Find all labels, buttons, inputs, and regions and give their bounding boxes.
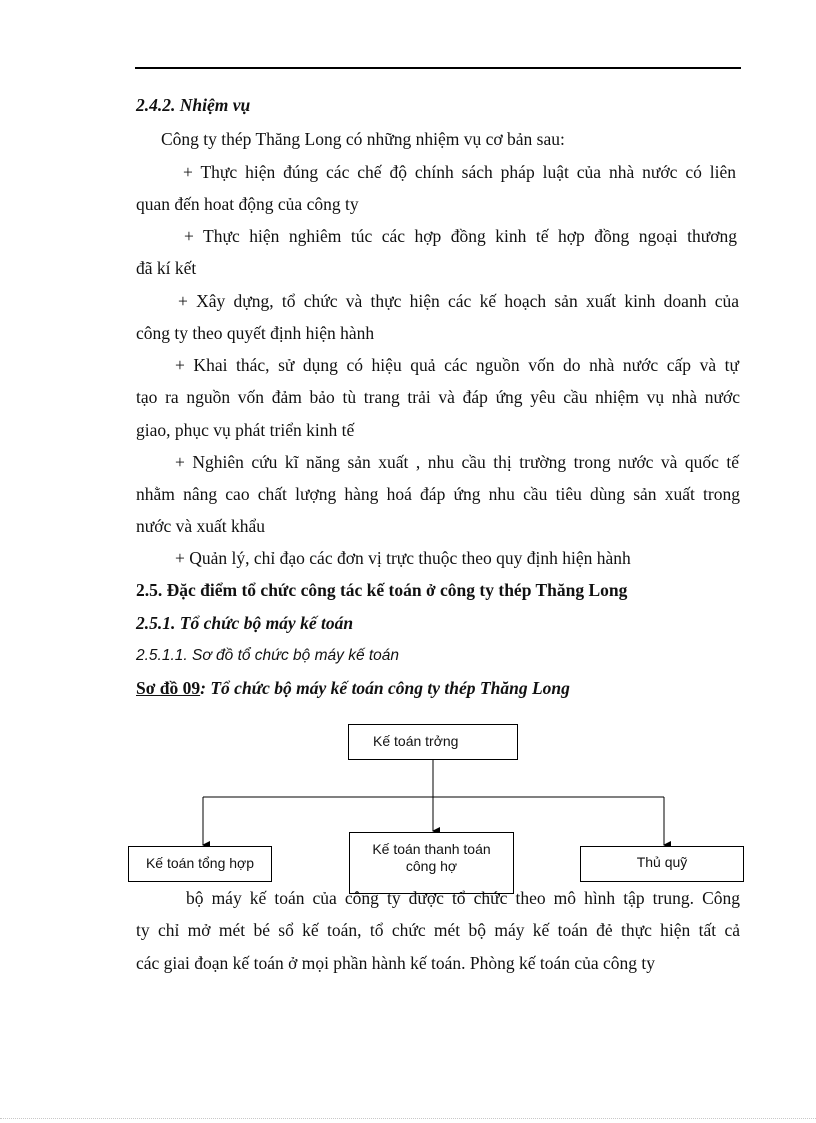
node-ke-toan-truong-label: Kế toán trởng — [373, 733, 459, 749]
duty-2-line-2: đã kí kết — [136, 258, 197, 278]
duty-1-line-1: + Thực hiện đúng các chế độ chính sách pháp luật của nhà nước có liên — [183, 162, 736, 182]
section-2-4-2-heading: 2.4.2. Nhiệm vụ — [136, 95, 251, 115]
duty-4-line-3: giao, phục vụ phát triển kinh tế — [136, 420, 355, 440]
section-2-5-1-heading: 2.5.1. Tổ chức bộ máy kế toán — [136, 613, 354, 633]
section-2-5-1-1-heading: 2.5.1.1. Sơ đồ tổ chức bộ máy kế toán — [136, 647, 400, 664]
duty-4-line-2: tạo ra nguồn vốn đảm bảo tù trang trải và đáp ứng yêu cầu nhiệm vụ nhà nước — [136, 387, 740, 407]
node-ke-toan-truong — [348, 724, 518, 760]
body-line-1: bộ máy kế toán của công ty được tổ chức theo mô hình tập trung. Công — [186, 888, 740, 908]
duty-4-line-1: + Khai thác, sử dụng có hiệu quả các nguồn vốn do nhà nước cấp và tự — [175, 355, 739, 375]
node-ke-toan-thanh-toan — [349, 832, 514, 894]
intro-paragraph: Công ty thép Thăng Long có những nhiệm vụ cơ bản sau: — [161, 129, 565, 149]
body-line-2: ty chỉ mở mét bé sổ kế toán, tổ chức mét bộ máy kế toán đẻ thực hiện tất cả — [136, 920, 740, 940]
node-thu-quy — [580, 846, 744, 882]
duty-5-line-1: + Nghiên cứu kĩ năng sản xuất , nhu cầu thị trường trong nước và quốc tế — [175, 452, 739, 472]
node-ke-toan-thanh-toan-line-2: công hợ — [405, 858, 458, 874]
duty-5-line-3: nước và xuất khẩu — [136, 516, 266, 536]
section-2-5-heading: 2.5. Đặc điểm tổ chức công tác kế toán ở công ty thép Thăng Long — [136, 580, 628, 600]
node-ke-toan-tong-hop — [128, 846, 272, 882]
duty-2-line-1: + Thực hiện nghiêm túc các hợp đồng kinh tế hợp đồng ngoại thương — [184, 226, 737, 246]
node-ke-toan-tong-hop-label: Kế toán tổng hợp — [145, 855, 255, 871]
duty-6-line-1: + Quản lý, chỉ đạo các đơn vị trực thuộc theo quy định hiện hành — [175, 548, 631, 568]
body-line-3: các giai đoạn kế toán ở mọi phần hành kế toán. Phòng kế toán của công ty — [136, 953, 656, 973]
duty-5-line-2: nhằm nâng cao chất lượng hàng hoá đáp ứng nhu cầu tiêu dùng sản xuất trong — [136, 484, 740, 504]
page-bottom-border — [0, 1118, 816, 1119]
diagram-label: Sơ đồ 09 — [136, 678, 201, 698]
duty-3-line-2: công ty theo quyết định hiện hành — [136, 323, 375, 343]
node-ke-toan-thanh-toan-line-1: Kế toán thanh toán — [372, 841, 491, 857]
node-thu-quy-label: Thủ quỹ — [636, 854, 688, 870]
duty-1-line-2: quan đến hoat động của công ty — [136, 194, 359, 214]
duty-3-line-1: + Xây dựng, tổ chức và thực hiện các kế hoạch sản xuất kinh doanh của — [178, 291, 739, 311]
diagram-title: : Tổ chức bộ máy kế toán công ty thép Thăng Long — [200, 678, 570, 698]
